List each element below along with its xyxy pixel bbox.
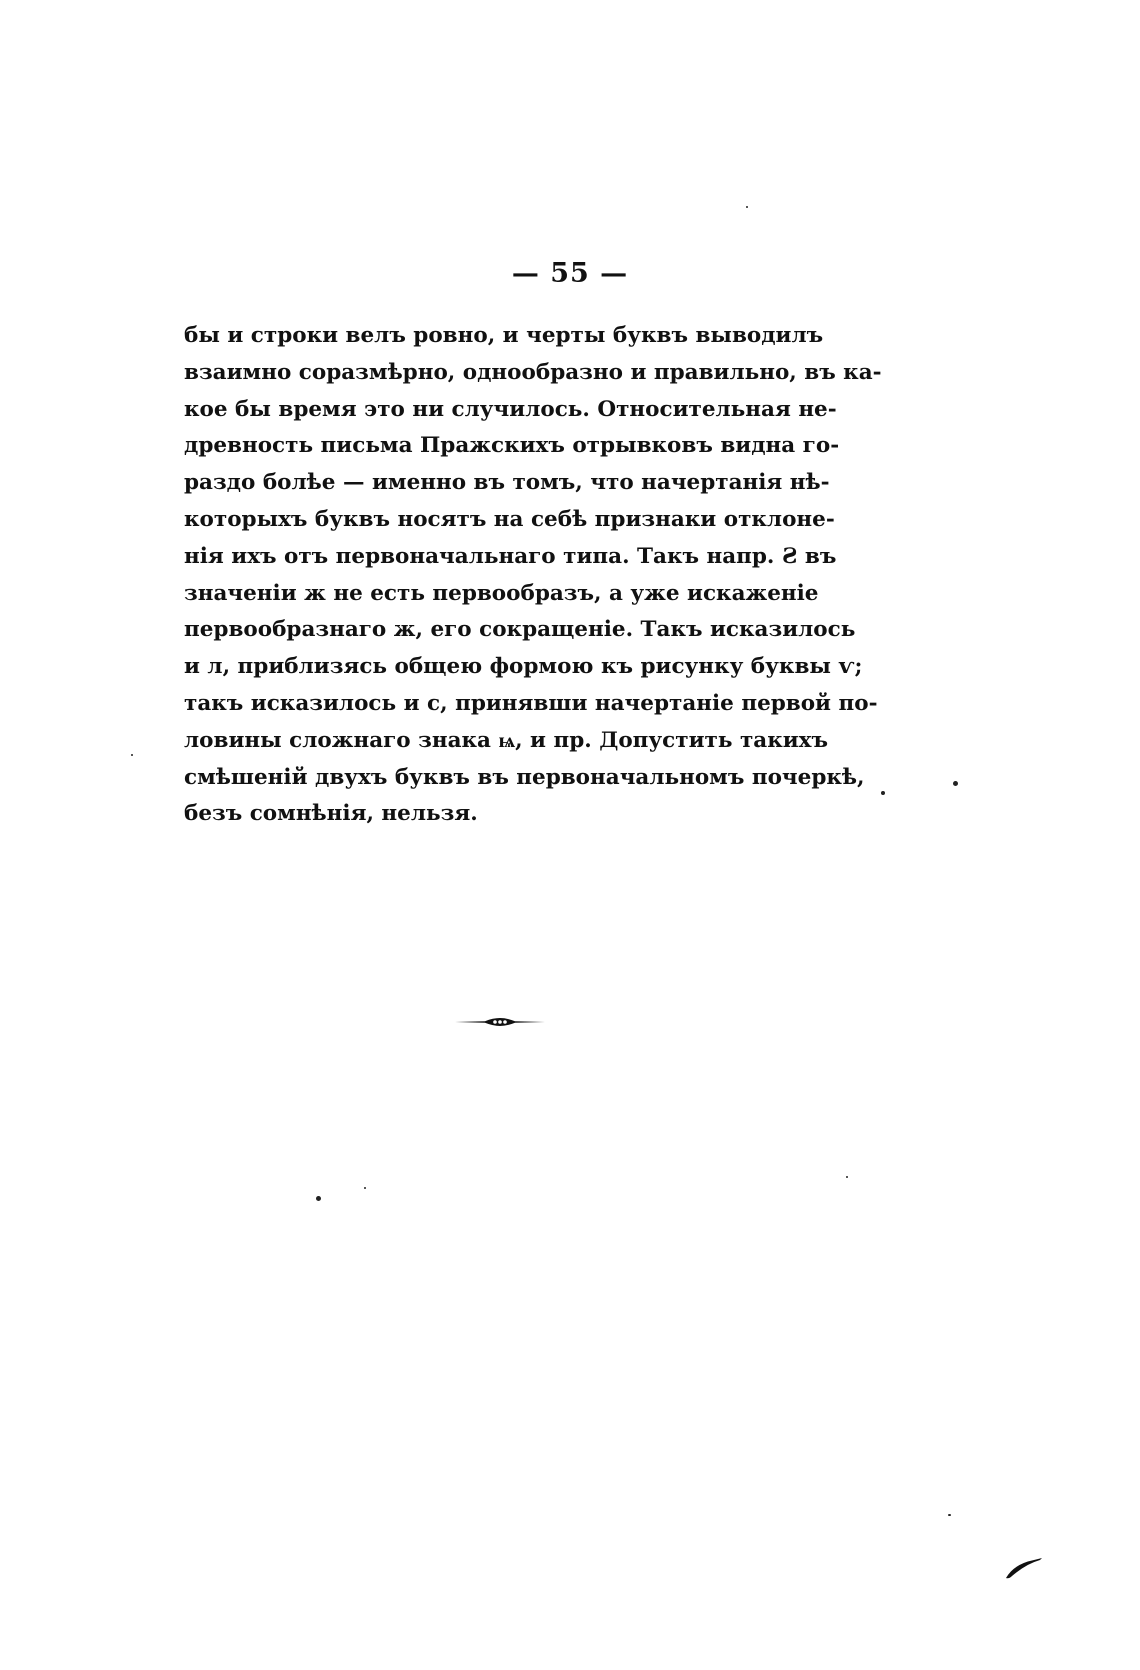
ornament-divider <box>455 1016 545 1028</box>
text-line: и л, приблизясь общею формою къ рисунку буквы ѵ; <box>184 654 863 680</box>
ink-speck <box>131 754 133 756</box>
text-line: которыхъ буквъ носятъ на себѣ признаки отклоне- <box>184 506 835 532</box>
ink-speck <box>316 1196 321 1201</box>
ink-speck <box>953 781 958 786</box>
text-line: первообразнаго ж, его сокращеніе. Такъ исказилось <box>184 617 856 643</box>
page-number: — 55 — <box>511 258 629 289</box>
text-line: кое бы время это ни случилось. Относительная не- <box>184 396 837 422</box>
text-line: смѣшеній двухъ буквъ въ первоначальномъ почеркѣ, <box>184 764 865 790</box>
text-line: бы и строки велъ ровно, и черты буквъ выводилъ <box>184 323 824 348</box>
text-line: ловины сложнаго знака ѩ, и пр. Допустить такихъ <box>184 727 828 753</box>
text-line: безъ сомнѣнія, нельзя. <box>184 801 478 827</box>
text-line: значеніи ж не есть первообразъ, а уже искаженіе <box>184 580 819 606</box>
text-line: древность письма Пражскихъ отрывковъ видна го- <box>184 433 840 459</box>
body-text <box>184 318 882 833</box>
text-line: взаимно соразмѣрно, однообразно и правильно, въ ка- <box>184 359 882 385</box>
ink-speck <box>881 791 885 795</box>
text-line: нія ихъ отъ первоначальнаго типа. Такъ напр. Ꙅ въ <box>184 543 837 569</box>
ink-mark <box>1004 1556 1044 1580</box>
ink-speck <box>846 1176 848 1178</box>
ink-speck <box>948 1514 951 1516</box>
text-line: такъ исказилось и с, принявши начертаніе первой по- <box>184 690 878 716</box>
ink-speck <box>364 1187 366 1189</box>
ink-speck <box>746 206 748 208</box>
text-line: раздо болѣе — именно въ томъ, что начертанія нѣ- <box>184 470 830 496</box>
